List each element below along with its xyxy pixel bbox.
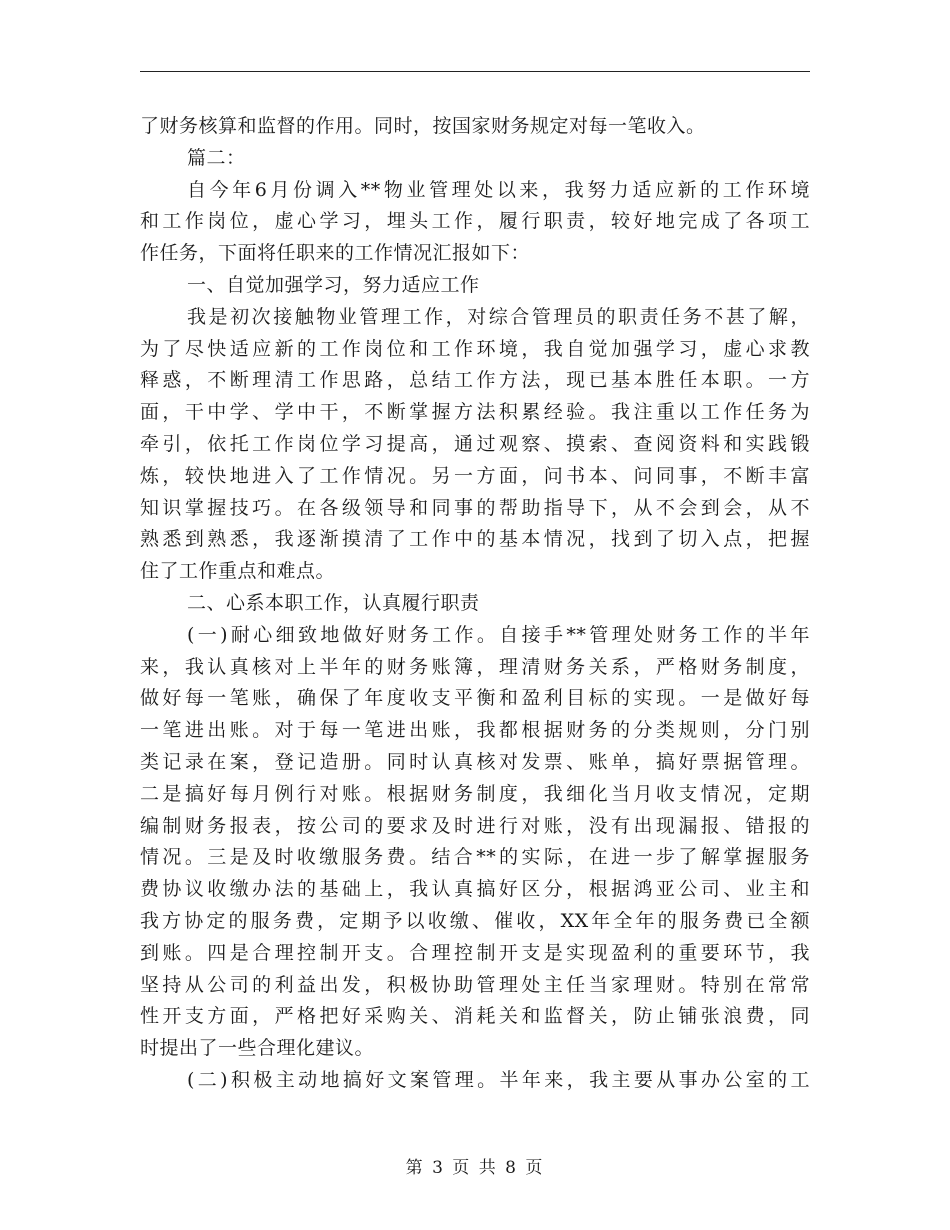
text-line: 二是搞好每月例行对账。根据财务制度，我细化当月收支情况，定期	[140, 782, 810, 805]
text-line: 来，我认真核对上半年的财务账簿，理清财务关系，严格财务制度，	[140, 655, 810, 678]
text-line: 炼，较快地进入了工作情况。另一方面，问书本、问同事，不断丰富	[140, 464, 810, 487]
page-number-label: 第 3 页 共 8 页	[405, 1158, 545, 1178]
text-line: 二、心系本职工作，认真履行职责	[187, 591, 480, 614]
text-line: 自今年6月份调入**物业管理处以来，我努力适应新的工作环境	[187, 178, 810, 201]
header-rule	[140, 71, 810, 72]
text-line: 牵引，依托工作岗位学习提高，通过观察、摸索、查阅资料和实践锻	[140, 432, 810, 455]
text-line: 住了工作重点和难点。	[140, 560, 336, 583]
text-line: 时提出了一些合理化建议。	[140, 1037, 375, 1060]
text-line: 编制财务报表，按公司的要求及时进行对账，没有出现漏报、错报的	[140, 814, 810, 837]
text-line: 知识掌握技巧。在各级领导和同事的帮助指导下，从不会到会，从不	[140, 496, 810, 519]
text-line: 性开支方面，严格把好采购关、消耗关和监督关，防止铺张浪费，同	[140, 1005, 810, 1028]
text-line: 一、自觉加强学习，努力适应工作	[187, 273, 480, 296]
text-line: 释惑，不断理清工作思路，总结工作方法，现已基本胜任本职。一方	[140, 369, 810, 392]
text-line: 情况。三是及时收缴服务费。结合**的实际，在进一步了解掌握服务	[140, 846, 810, 869]
text-line: (二)积极主动地搞好文案管理。半年来，我主要从事办公室的工	[187, 1068, 810, 1091]
text-line: 熟悉到熟悉，我逐渐摸清了工作中的基本情况，找到了切入点，把握	[140, 528, 810, 551]
text-line: 做好每一笔账，确保了年度收支平衡和盈利目标的实现。一是做好每	[140, 687, 810, 710]
text-line: 和工作岗位，虚心学习，埋头工作，履行职责，较好地完成了各项工	[140, 210, 810, 233]
text-line: 面，干中学、学中干，不断掌握方法积累经验。我注重以工作任务为	[140, 401, 810, 424]
document-body	[140, 111, 810, 1097]
text-line: 费协议收缴办法的基础上，我认真搞好区分，根据鸿亚公司、业主和	[140, 878, 810, 901]
text-line: 类记录在案，登记造册。同时认真核对发票、账单，搞好票据管理。	[140, 750, 810, 773]
text-line: 坚持从公司的利益出发，积极协助管理处主任当家理财。特别在常常	[140, 973, 810, 996]
text-line: 我是初次接触物业管理工作，对综合管理员的职责任务不甚了解，	[187, 305, 810, 328]
text-line: 为了尽快适应新的工作岗位和工作环境，我自觉加强学习，虚心求教	[140, 337, 810, 360]
text-line: 一笔进出账。对于每一笔进出账，我都根据财务的分类规则，分门别	[140, 719, 810, 742]
text-line: 作任务，下面将任职来的工作情况汇报如下：	[140, 242, 531, 265]
text-line: 了财务核算和监督的作用。同时，按国家财务规定对每一笔收入。	[140, 115, 706, 137]
text-line: 篇二：	[187, 146, 246, 169]
text-line: (一)耐心细致地做好财务工作。自接手**管理处财务工作的半年	[187, 623, 810, 646]
text-line: 到账。四是合理控制开支。合理控制开支是实现盈利的重要环节，我	[140, 941, 810, 964]
page-footer	[0, 1153, 950, 1178]
text-line: 我方协定的服务费，定期予以收缴、催收，XX年全年的服务费已全额	[140, 909, 810, 932]
